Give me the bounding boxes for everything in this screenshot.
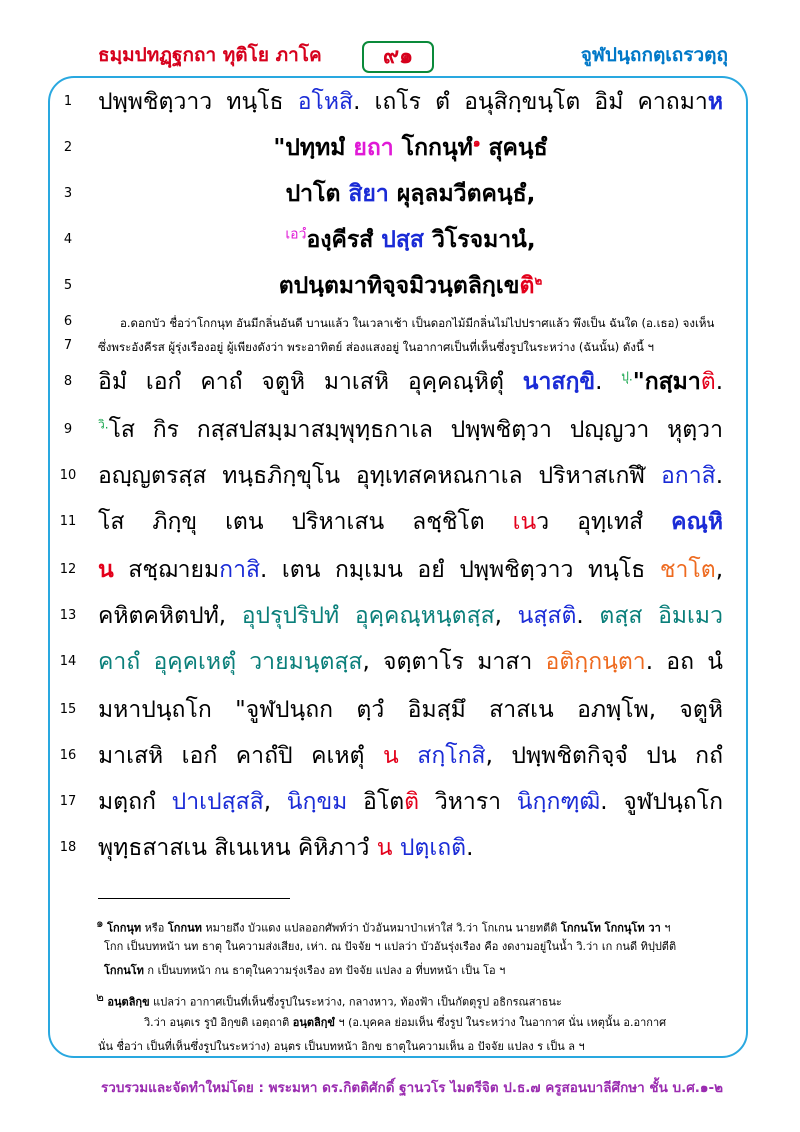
text-run: . จูฬปนฺถโก [600,789,723,815]
text-run: "ปทฺทมํ [273,135,354,161]
line-number: 9 [63,422,73,437]
text-run: มหาปนฺถโก "จูฬปนฺถก ตฺวํ อิมสฺมึ สาสเน อภพฺโพ, จตูหิ [98,697,723,723]
page-number-box: ๙๑ [362,41,434,73]
footnote-2-line-2 [96,1012,784,1034]
text-run: โกกนุท [107,921,142,935]
line-number: 4 [63,232,73,247]
text-run: มตฺถกํ [98,789,172,815]
text-run: ติ [404,789,420,815]
text-run: , จตฺตาโร มาสา [362,649,546,675]
line-number: 10 [59,468,77,483]
footnote-2 [96,986,736,1014]
text-run: อุปรุปริปทํ อุคฺคณฺหนฺตสฺส [241,603,495,629]
inline-annotation: เอวํ [285,226,307,243]
text-run: อิโต [347,789,405,815]
line-number: 5 [63,278,73,293]
text-run: วิ.ว่า อนฺตเร รูปํ อิกฺขติ เอตฺถาติ [144,1016,293,1029]
text-run [399,743,418,769]
text-run: นาสกฺขิ [522,369,596,395]
text-run: น [376,835,393,861]
text-run: อนฺตลิกฺขํ [292,1016,335,1029]
text-run: อนฺตลิกฺข [107,995,150,1009]
text-run: วิหารา [419,789,517,815]
text-line-4 [0,220,800,264]
text-run: . [576,603,600,629]
line-number: 14 [59,654,77,669]
line-number: 7 [63,338,73,353]
text-run: น [383,743,399,769]
text-run: นสฺสติ [517,603,577,629]
text-run: . เตน กมฺเมน อยํ ปพฺพชิตฺวาว ทนฺโธ [260,557,660,583]
text-run: อโหสิ [297,89,354,115]
text-run: คหิตคหิตปทํ, [98,603,242,629]
text-line-15 [0,690,800,734]
text-run: โส กิร กสฺสปสมฺมาสมฺพุทฺธกาเล ปพฺพชิตฺวา ปญฺญวา หุตฺวา [108,417,723,443]
text-line-1 [0,82,800,126]
text-line-5 [0,266,800,310]
text-run: สกฺโกสิ [417,743,486,769]
line-number: 16 [59,748,77,763]
text-line-11 [0,502,800,546]
text-run: ปสฺส [381,227,424,253]
line-number: 8 [63,374,73,389]
text-run: อกาสิ [660,463,716,489]
footnote-divider [98,898,290,899]
text-line-10 [0,456,800,500]
line-number: 3 [63,186,73,201]
text-run: . [715,463,723,489]
footnote-1-line-3 [96,960,744,982]
text-run: อุทฺเทสํ [549,509,672,535]
line-number: 2 [63,140,73,155]
text-run: , ปพฺพชิตกิจฺจํ ปน กถํ [485,743,723,769]
text-line-16 [0,736,800,780]
text-run: . เถโร ตํ อนุสิกฺขนฺโต อิมํ คาถมา [353,89,708,115]
line-number: 1 [63,94,73,109]
text-run: นิกฺขม [286,789,348,815]
text-run: พุทฺธสาสเน สิเนเหน คิหิภาวํ [98,835,377,861]
text-line-8 [0,362,800,406]
text-run: ติ [519,273,535,299]
text-run: คาถํ อุคฺคเหตุํ วายมนฺตสฺส [98,649,363,675]
text-run: กาสิ [219,557,261,583]
text-run: หรือ [141,921,168,935]
footnote-2-line-3: นั่น ชื่อว่า เป็นที่เห็นซึ่งรูปในระหว่าง) อนฺตร เป็นบทหน้า อิกข ธาตุในความเห็น อ ปัจจัย แปลง ร เป็น ล ฯ [98,1040,585,1053]
text-run: ตปนฺตมาทิจฺจมิวนฺตลิกฺเข [278,273,520,299]
text-run: อติกฺกนฺตา [545,649,646,675]
text-run: โกกนโท โกกนุโท วา [560,921,661,935]
text-run: , [494,603,518,629]
text-run: นิกฺกฑฺฒิ [516,789,601,815]
text-run: คณฺหิ [671,509,723,535]
text-run: ยถา [353,135,394,161]
text-run: โกกนท [167,921,202,935]
text-run: , [263,789,287,815]
page-footer: รวบรวมและจัดทำใหม่โดย : พระมหา ดร.กิตติศักดิ์ ฐานวโร ไมตรีจิต ป.ธ.๗ ครูสอนบาลีศึกษา ชั้น บ.ศ.๑-๒ [101,1080,723,1096]
header-story-title: จูฬปนฺถกตฺเถรวตฺถุ [580,44,728,66]
line-number: 11 [59,514,77,529]
text-line-13 [0,596,800,640]
translation-line-7: ซึ่งพระอังคีรส ผู้รุ่งเรืองอยู่ ผู้เพียงดังว่า พระอาทิตย์ ส่องแสงอยู่ ในอากาศเป็นที่เห็นซึ่งรูปในระหว่าง (ฉันนั้น) ดังนี้ ฯ [98,340,654,354]
line-number: 15 [59,702,77,717]
text-line-9 [0,410,800,454]
line-number: 12 [59,562,77,577]
text-run: ฯ (อ.บุคคล ย่อมเห็น ซึ่งรูป ในระหว่าง ในอากาศ นั่น เหตุนั้น อ.อากาศ [334,1016,667,1029]
text-run: องฺคีรสํ [306,227,382,253]
text-run: ชาโต [659,557,716,583]
text-line-18 [0,828,800,872]
text-run: . [715,369,723,395]
text-run: เน [512,509,537,535]
text-run: มาเสหิ เอกํ คาถํปิ คเหตุํ [98,743,384,769]
text-run: ปาโต [285,181,349,207]
text-line-14 [0,642,800,686]
text-run: โส ภิกฺขุ เตน ปริหาเสน ลชฺชิโต [98,509,513,535]
text-run: . [595,369,622,395]
footnote-marker: ๒ [96,990,104,1004]
text-run: ว [536,509,550,535]
text-run: โกกนุทํ [393,135,473,161]
text-run: ก เป็นบทหน้า กน ธาตุในความรุ่งเรือง อท ปัจจัย แปลง อ ที่บทหน้า เป็น โอ ฯ [143,964,506,977]
line-number: 18 [59,840,77,855]
text-run: วิโรจมานํ, [423,227,536,253]
text-run [393,835,400,861]
text-run: โกกนโท [104,964,144,977]
text-run: ฯ [660,921,671,935]
text-line-12 [0,550,800,594]
text-run: ปตฺเถติ [399,835,467,861]
footnote-marker: ๒ [534,273,543,288]
text-run: น [98,557,114,583]
text-line-17 [0,782,800,826]
text-run: "กสฺมา [632,369,701,395]
text-line-3 [0,174,800,218]
text-run: สิยา [348,181,389,207]
line-number: 6 [63,314,73,329]
text-run: ติ [700,369,716,395]
text-run: ตสฺส อิมเมว [599,603,723,629]
text-run: สชฺฌายม [113,557,220,583]
text-run: , [715,557,723,583]
text-run: ปาเปสฺสสิ [171,789,264,815]
line-number: 17 [59,794,77,809]
footnote-marker: ๑ [96,916,104,930]
text-run: อญฺญตรสฺส ทนฺธภิกฺขุโน อุทฺเทสคหณกาเล ปริหาสเกฬึ [98,463,661,489]
text-run: . อถ นํ [645,649,723,675]
text-run: แปลว่า อากาศเป็นที่เห็นซึ่งรูปในระหว่าง, กลางหาว, ท้องฟ้า เป็นกัตตุรูป อธิกรณสาธนะ [149,995,562,1009]
text-run: ผุลฺลมวีตคนฺธํ, [388,181,536,207]
text-line-2 [0,128,800,172]
footnote-1-line-2: โกก เป็นบทหน้า นท ธาตุ ในความส่งเสียง, เห่า. ณ ปัจจัย ฯ แปลว่า บัวอันรุ่งเรือง คือ งดงามอยู่ในน้ำ วิ.ว่า เก กนดี ทิปฺปตีติ [104,940,677,953]
line-number: 13 [59,608,77,623]
text-run: สุคนฺธํ [480,135,548,161]
header-book-title: ธมฺมปทฏฺฐกถา ทุติโย ภาโค [98,44,322,66]
text-run: อิมํ เอกํ คาถํ จตูหิ มาเสหิ อุคฺคณฺหิตุํ [98,369,523,395]
inline-annotation: ปุ. [621,369,633,384]
translation-line-6: อ.ดอกบัว ชื่อว่าโกกนุท อันมีกลิ่นอันดี บานแล้ว ในเวลาเช้า เป็นดอกไม้มีกลิ่นไม่ไปปราศแล้ว พึงเป็น ฉันใด (อ.เธอ) จงเห็น [120,316,715,330]
text-run: ปพฺพชิตฺวาว ทนฺโธ [98,89,298,115]
text-run: ห [707,89,723,115]
inline-annotation: วิ. [98,417,109,432]
footnote-marker: ๑ [472,135,481,150]
text-run: หมายถึง บัวแดง แปลออกศัพท์ว่า บัวอันหมาป่าเห่าใส่ วิ.ว่า โกเกน นายทตีติ [201,921,561,935]
text-run: . [466,835,474,861]
